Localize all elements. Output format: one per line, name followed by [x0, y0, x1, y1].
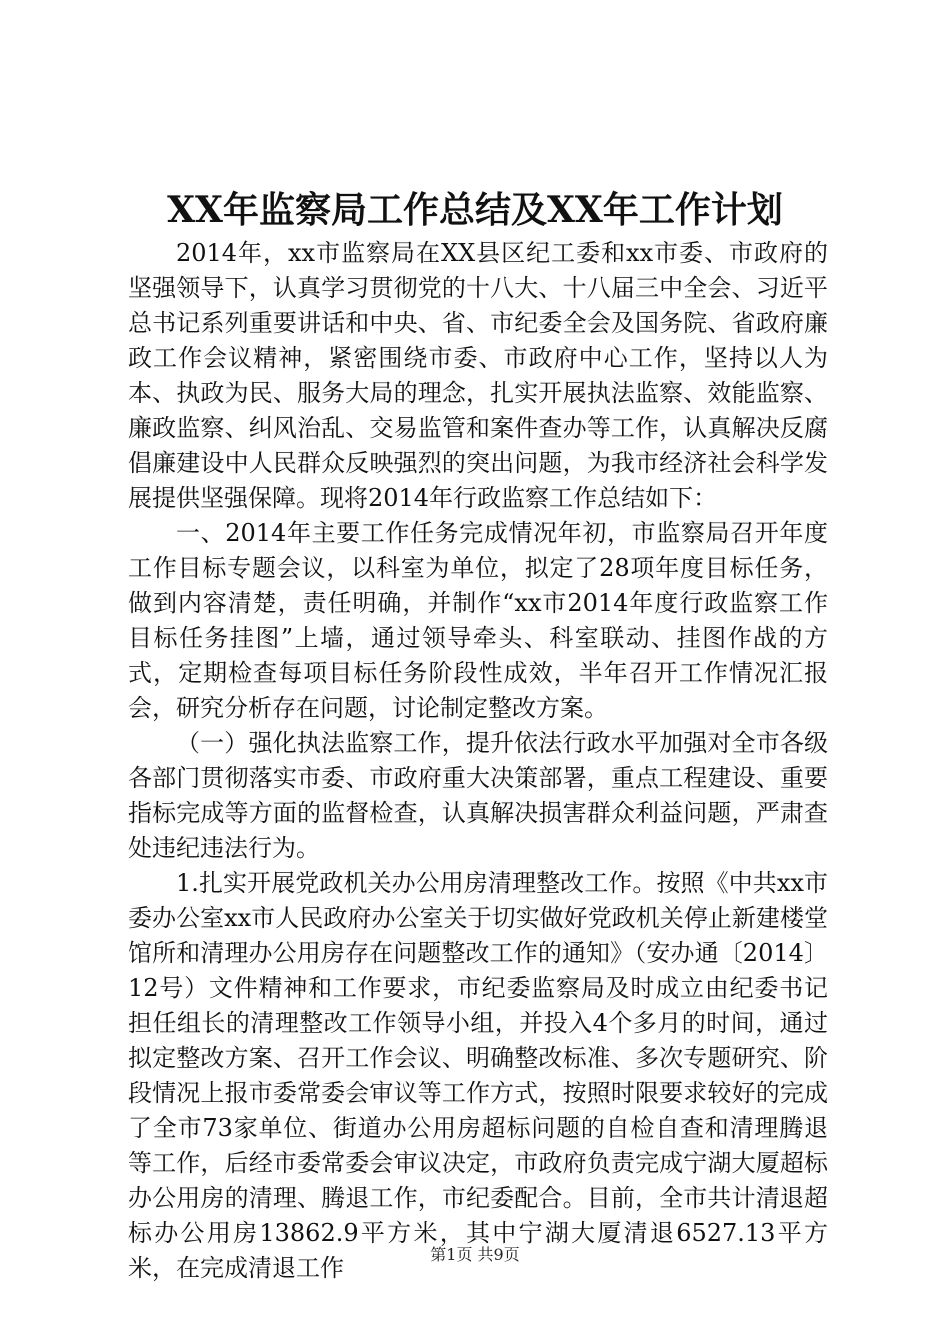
- page-number-footer: 第1页 共9页: [430, 1245, 520, 1264]
- document-body: [128, 236, 828, 1286]
- document-title: XX年监察局工作总结及XX年工作计划: [167, 189, 783, 231]
- paragraph-section-1: 一、2014年主要工作任务完成情况年初，市监察局召开年度工作目标专题会议，以科室为单位，拟定了28项年度目标任务，做到内容清楚，责任明确，并制作“xx市2014年度行政监察工作目标任务挂图”上墙，通过领导牵头、科室联动、挂图作战的方式，定期检查每项目标任务阶段性成效，半年召开工作情况汇报会，研究分析存在问题，讨论制定整改方案。: [128, 519, 828, 722]
- paragraph-subsection-1: （一）强化执法监察工作，提升依法行政水平加强对全市各级各部门贯彻落实市委、市政府重大决策部署，重点工程建设、重要指标完成等方面的监督检查，认真解决损害群众利益问题，严肃查处违纪违法行为。: [128, 729, 828, 862]
- paragraph-intro: 2014年，xx市监察局在XX县区纪工委和xx市委、市政府的坚强领导下，认真学习贯彻党的十八大、十八届三中全会、习近平总书记系列重要讲话和中央、省、市纪委全会及国务院、省政府廉政工作会议精神，紧密围绕市委、市政府中心工作，坚持以人为本、执政为民、服务大局的理念，扎实开展执法监察、效能监察、廉政监察、纠风治乱、交易监管和案件查办等工作，认真解决反腐倡廉建设中人民群众反映强烈的突出问题，为我市经济社会科学发展提供坚强保障。现将2014年行政监察工作总结如下：: [128, 239, 828, 512]
- paragraph-item-1: 1.扎实开展党政机关办公用房清理整改工作。按照《中共xx市委办公室xx市人民政府办公室关于切实做好党政机关停止新建楼堂馆所和清理办公用房存在问题整改工作的通知》（安办通〔2014〕12号）文件精神和工作要求，市纪委监察局及时成立由纪委书记担任组长的清理整改工作领导小组，并投入4个多月的时间，通过拟定整改方案、召开工作会议、明确整改标准、多次专题研究、阶段情况上报市委常委会审议等工作方式，按照时限要求较好的完成了全市73家单位、街道办公用房超标问题的自检自查和清理腾退等工作，后经市委常委会审议决定，市政府负责完成宁湖大厦超标办公用房的清理、腾退工作，市纪委配合。目前，全市共计清退超标办公用房13862.9平方米，其中宁湖大厦清退6527.13平方米，在完成清退工作: [128, 869, 828, 1282]
